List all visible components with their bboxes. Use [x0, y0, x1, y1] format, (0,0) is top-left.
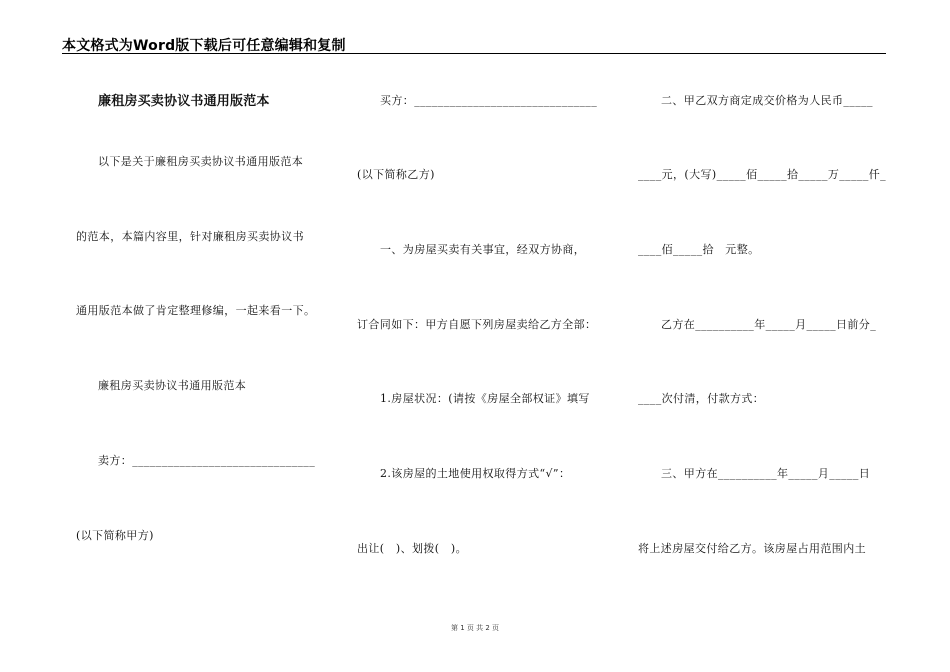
- paragraph-line: 的范本，本篇内容里，针对廉租房买卖协议书: [76, 230, 304, 243]
- document-header-notice: 本文格式为Word版下载后可任意编辑和复制: [62, 38, 346, 54]
- paragraph-line: 一、为房屋买卖有关事宜，经双方协商，: [380, 243, 586, 256]
- paragraph-line: 订合同如下：甲方自愿下列房屋卖给乙方全部：: [357, 318, 597, 331]
- buyer-field-line: 买方：_______________________________: [380, 94, 598, 107]
- price-field-line: ____佰_____拾 元整。: [638, 243, 760, 256]
- header-rule: [62, 53, 886, 54]
- date-field-line: 三、甲方在__________年_____月_____日: [661, 467, 871, 480]
- paragraph-line: 以下是关于廉租房买卖协议书通用版范本: [98, 155, 304, 168]
- date-field-line: 乙方在__________年_____月_____日前分_: [661, 318, 877, 331]
- paragraph-line: (以下简称乙方): [357, 168, 435, 181]
- paragraph-line: 将上述房屋交付给乙方。该房屋占用范围内土: [638, 542, 866, 555]
- seller-field-line: 卖方：_______________________________: [98, 454, 316, 467]
- paragraph-line: ____次付清，付款方式：: [638, 392, 765, 405]
- page-number-footer: 第 1 页 共 2 页: [450, 624, 500, 632]
- paragraph-line: 二、甲乙双方商定成交价格为人民币_____: [661, 94, 873, 107]
- paragraph-line: 廉租房买卖协议书通用版范本: [98, 379, 247, 392]
- paragraph-line: 2.该房屋的土地使用权取得方式“√”：: [380, 467, 571, 480]
- price-field-line: ____元，(大写)_____佰_____拾_____万_____仟_: [638, 168, 887, 181]
- paragraph-line: 1.房屋状况：(请按《房屋全部权证》填写: [380, 392, 590, 405]
- paragraph-line: 通用版范本做了肯定整理修编，一起来看一下。: [76, 304, 316, 317]
- document-title: 廉租房买卖协议书通用版范本: [98, 94, 270, 109]
- paragraph-line: (以下简称甲方): [76, 529, 154, 542]
- paragraph-line: 出让( )、划拨( )。: [357, 542, 467, 555]
